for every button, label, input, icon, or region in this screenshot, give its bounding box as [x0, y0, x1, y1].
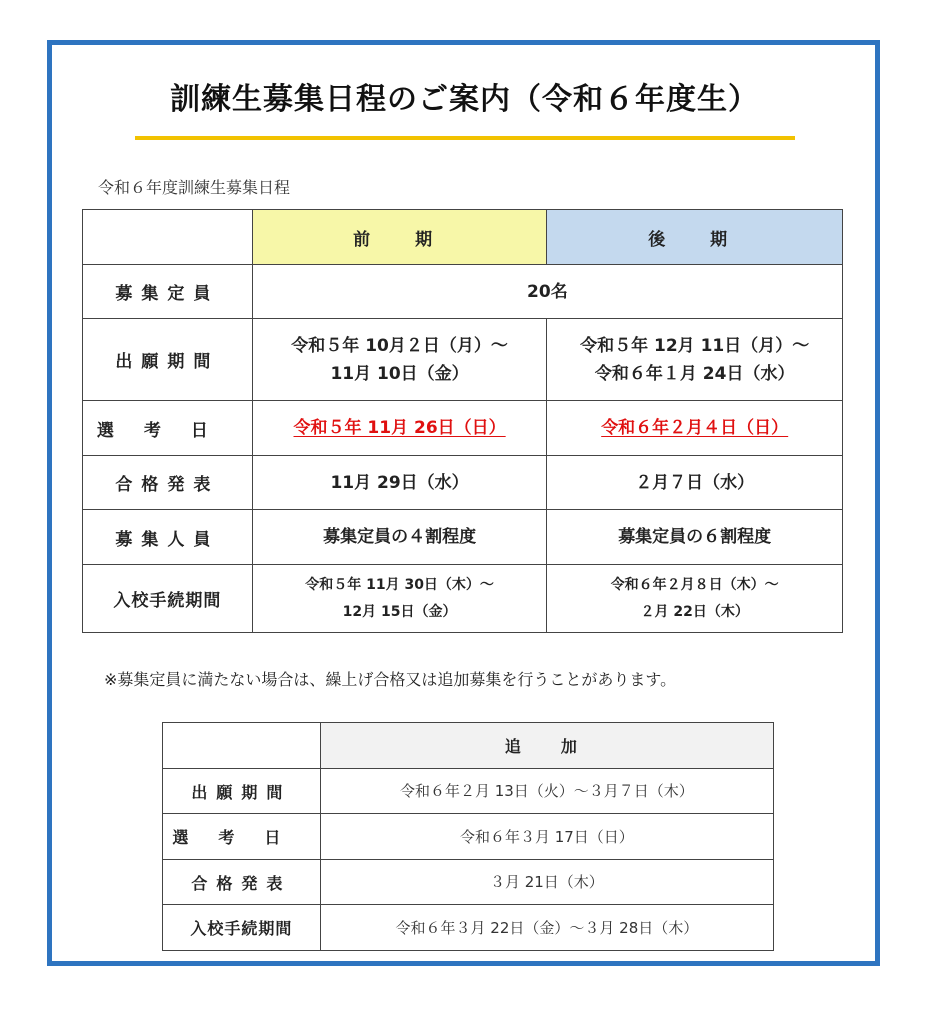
additional-label-exam: 選考日 — [163, 814, 321, 860]
result-second-term: ２月７日（水） — [547, 456, 843, 510]
application-first-line1: 令和５年 10月２日（月）～ — [291, 335, 508, 356]
application-second-line2: 令和６年１月 24日（水） — [594, 363, 795, 384]
application-first-line2: 11月 10日（金） — [330, 363, 469, 384]
table-row-recruit — [83, 510, 843, 565]
additional-row-exam — [163, 814, 774, 860]
recruit-second-term: 募集定員の６割程度 — [547, 510, 843, 565]
title-underline — [135, 136, 795, 140]
header-first-term: 前 期 — [252, 210, 547, 265]
capacity-value: 20名 — [252, 265, 842, 319]
additional-exam-value: 令和６年３月 17日（日） — [320, 814, 773, 860]
additional-result-value: ３月 21日（木） — [320, 860, 773, 905]
table-row-enroll — [83, 565, 843, 633]
table-row-result — [83, 456, 843, 510]
header-additional: 追 加 — [320, 723, 773, 769]
additional-row-application — [163, 769, 774, 814]
additional-row-result — [163, 860, 774, 905]
schedule-table — [82, 209, 843, 633]
application-first-term — [252, 319, 547, 401]
enroll-second-term — [547, 565, 843, 633]
table-row-exam — [83, 401, 843, 456]
additional-enroll-value: 令和６年３月 22日（金）～３月 28日（木） — [320, 905, 773, 951]
row-label-recruit: 募集人員 — [83, 510, 253, 565]
table-row-capacity — [83, 265, 843, 319]
additional-label-enroll: 入校手続期間 — [163, 905, 321, 951]
enroll-second-line1: 令和６年２月８日（木）～ — [610, 576, 779, 593]
additional-schedule-table — [162, 722, 774, 951]
result-first-term: 11月 29日（水） — [252, 456, 547, 510]
recruit-first-term: 募集定員の４割程度 — [252, 510, 547, 565]
schedule-subtitle: 令和６年度訓練生募集日程 — [98, 178, 291, 197]
table-row-application — [83, 319, 843, 401]
additional-row-enroll — [163, 905, 774, 951]
enroll-first-term — [252, 565, 547, 633]
row-label-enroll: 入校手続期間 — [83, 565, 253, 633]
application-second-line1: 令和５年 12月 11日（月）～ — [580, 335, 810, 356]
exam-date-second-term: 令和６年２月４日（日） — [547, 401, 843, 456]
row-label-capacity: 募集定員 — [83, 265, 253, 319]
additional-header-empty-cell — [163, 723, 321, 769]
exam-date-first-term: 令和５年 11月 26日（日） — [252, 401, 547, 456]
page-title: 訓練生募集日程のご案内（令和６年度生） — [170, 82, 759, 117]
additional-label-application: 出願期間 — [163, 769, 321, 814]
row-label-result: 合格発表 — [83, 456, 253, 510]
row-label-exam: 選考日 — [83, 401, 253, 456]
enroll-second-line2: ２月 22日（木） — [640, 603, 749, 620]
row-label-application: 出願期間 — [83, 319, 253, 401]
header-second-term: 後 期 — [547, 210, 843, 265]
enroll-first-line2: 12月 15日（金） — [342, 603, 457, 620]
additional-label-result: 合格発表 — [163, 860, 321, 905]
additional-recruit-note: ※募集定員に満たない場合は、繰上げ合格又は追加募集を行うことがあります。 — [104, 670, 677, 689]
additional-header-row — [163, 723, 774, 769]
additional-application-value: 令和６年２月 13日（火）～３月７日（木） — [320, 769, 773, 814]
schedule-header-row — [83, 210, 843, 265]
application-second-term — [547, 319, 843, 401]
header-empty-cell — [83, 210, 253, 265]
enroll-first-line1: 令和５年 11月 30日（木）～ — [305, 576, 494, 593]
